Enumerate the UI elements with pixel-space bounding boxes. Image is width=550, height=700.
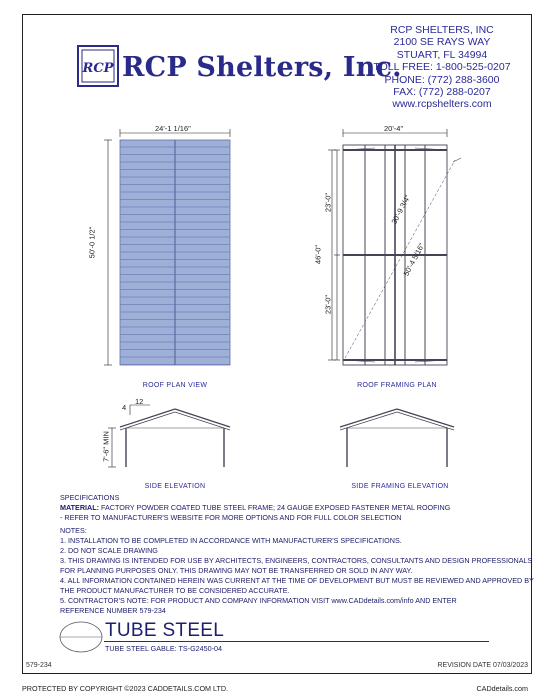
company-address-block [372, 24, 512, 111]
company-city: STUART, FL 34994 [396, 48, 488, 61]
company-website[interactable]: www.rcpshelters.com [392, 98, 492, 111]
roof-framing-diag-top-dim: 30'-9 3/4" [389, 193, 413, 226]
title-circle-icon [58, 620, 104, 654]
material-note: - REFER TO MANUFACTURER'S WEBSITE FOR MORE OPTIONS AND FOR FULL COLOR SELECTION [60, 513, 402, 522]
roof-framing-overall-dim: 46'-0" [313, 244, 323, 265]
company-logo-text: RCP Shelters, Inc. [122, 52, 402, 83]
roof-framing-label: ROOF FRAMING PLAN [357, 382, 437, 389]
company-tollfree: TOLL FREE: 1-800-525-0207 [373, 61, 511, 74]
roof-framing-bay-top-dim: 23'-0" [323, 192, 333, 213]
roof-plan-label: ROOF PLAN VIEW [142, 382, 208, 389]
roof-framing-drawing [315, 120, 475, 375]
drawing-subtitle: TUBE STEEL GABLE: TS-G2450-04 [105, 644, 223, 653]
side-framing-label: SIDE FRAMING ELEVATION [351, 483, 449, 490]
company-street: 2100 SE RAYS WAY [393, 36, 491, 49]
side-framing-drawing [325, 395, 475, 475]
material-text: FACTORY POWDER COATED TUBE STEEL FRAME; 24 GAUGE EXPOSED FASTENER METAL ROOFING [99, 503, 451, 512]
specifications-heading: SPECIFICATIONS [60, 493, 120, 502]
side-elevation-height-dim: 7'-6" MIN [101, 431, 111, 462]
reference-number: 579-234 [26, 662, 52, 669]
roof-framing-width-dim: 20'-4" [384, 124, 404, 133]
roof-plan-width-dim: 24'-1 1/16" [155, 124, 191, 133]
note-2: 2. DO NOT SCALE DRAWING [60, 546, 158, 555]
company-name: RCP SHELTERS, INC [390, 24, 494, 36]
material-line [60, 503, 450, 513]
logo-monogram: RCP [82, 61, 114, 76]
drawing-title: TUBE STEEL [105, 620, 225, 641]
roof-framing-diag-bottom-dim: 50'-4 5/16" [401, 241, 427, 278]
rcp-logo-icon [76, 44, 120, 88]
company-fax: FAX: (772) 288-0207 [393, 86, 491, 99]
pitch-rise-label: 4 [122, 403, 127, 412]
note-5: 5. CONTRACTOR'S NOTE: FOR PRODUCT AND COMPANY INFORMATION VISIT www.CADdetails.com/info AND ENTER [60, 596, 457, 605]
caddetails-footer-link[interactable]: CADdetails.com [476, 684, 528, 693]
copyright-footer: PROTECTED BY COPYRIGHT ©2023 CADDETAILS.COM LTD. [22, 684, 229, 693]
notes-heading: NOTES: [60, 526, 87, 535]
note-4: 4. ALL INFORMATION CONTAINED HEREIN WAS CURRENT AT THE TIME OF DEVELOPMENT BUT MUST BE REVIEWED AND APPROVED BY [60, 576, 534, 585]
note-3: 3. THIS DRAWING IS INTENDED FOR USE BY ARCHITECTS, ENGINEERS, CONTRACTORS, CONSULTANTS AND DESIGN PROFESSIONALS [60, 556, 533, 565]
note-5-cont: REFERENCE NUMBER 579-234 [60, 606, 166, 615]
side-elevation-label: SIDE ELEVATION [144, 483, 206, 490]
roof-framing-bay-bottom-dim: 23'-0" [323, 294, 333, 315]
note-4-cont: THE PRODUCT MANUFACTURER TO BE CONSIDERED ACCURATE. [60, 586, 290, 595]
note-1: 1. INSTALLATION TO BE COMPLETED IN ACCORDANCE WITH MANUFACTURER'S SPECIFICATIONS. [60, 536, 402, 545]
note-3-cont: FOR PLANNING PURPOSES ONLY. THIS DRAWING MAY NOT BE TRANSFERRED OR SOLD IN ANY WAY. [60, 566, 413, 575]
revision-date: REVISION DATE 07/03/2023 [437, 662, 528, 669]
pitch-run-label: 12 [135, 397, 144, 406]
company-phone: PHONE: (772) 288-3600 [384, 73, 500, 86]
roof-plan-length-dim: 50'-0 1/2" [87, 226, 97, 259]
roof-plan-drawing [100, 120, 250, 375]
material-label: MATERIAL: [60, 503, 99, 512]
